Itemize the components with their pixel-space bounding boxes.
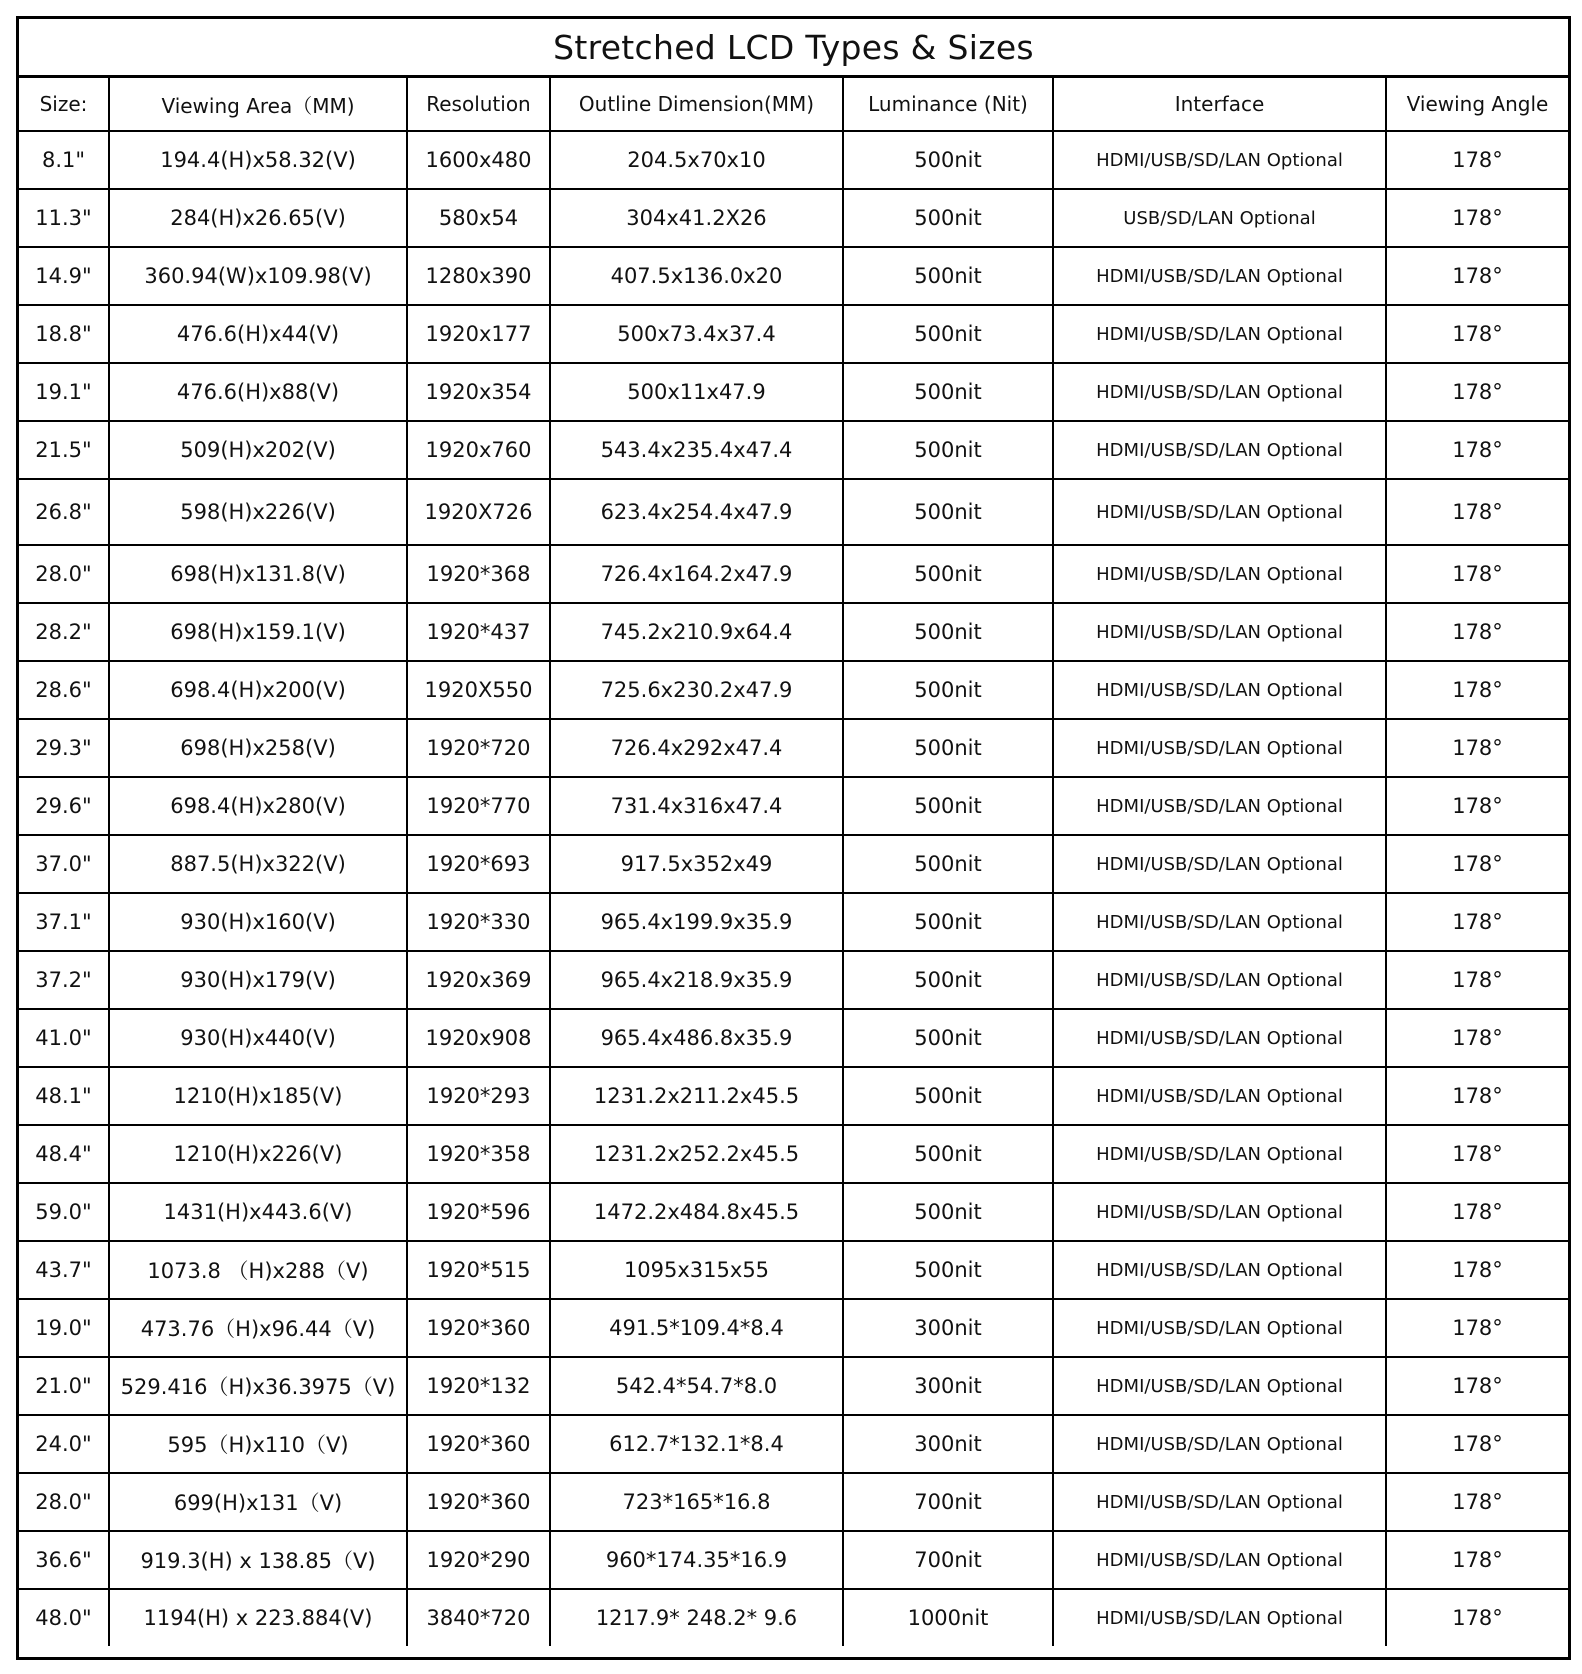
viewing-angle-cell: 178°	[1386, 1241, 1568, 1299]
outline-dimension-cell: 543.4x235.4x47.4	[550, 421, 843, 479]
table-row	[19, 189, 1568, 247]
size-cell: 48.0"	[19, 1589, 109, 1646]
viewing-area-cell: 194.4(H)x58.32(V)	[109, 131, 407, 189]
resolution-cell: 1600x480	[407, 131, 550, 189]
interface-cell: HDMI/USB/SD/LAN Optional	[1053, 835, 1386, 893]
spec-table	[19, 78, 1568, 1646]
outline-dimension-cell: 491.5*109.4*8.4	[550, 1299, 843, 1357]
resolution-cell: 1920x908	[407, 1009, 550, 1067]
size-cell: 28.0"	[19, 545, 109, 603]
luminance-cell: 500nit	[843, 1009, 1053, 1067]
table-row	[19, 719, 1568, 777]
table-row	[19, 777, 1568, 835]
luminance-cell: 300nit	[843, 1299, 1053, 1357]
viewing-angle-cell: 178°	[1386, 247, 1568, 305]
table-row	[19, 951, 1568, 1009]
size-cell: 26.8"	[19, 479, 109, 545]
viewing-area-cell: 1210(H)x226(V)	[109, 1125, 407, 1183]
resolution-cell: 1920*596	[407, 1183, 550, 1241]
header-row	[19, 78, 1568, 131]
outline-dimension-cell: 960*174.35*16.9	[550, 1531, 843, 1589]
size-cell: 43.7"	[19, 1241, 109, 1299]
interface-cell: HDMI/USB/SD/LAN Optional	[1053, 1125, 1386, 1183]
table-row	[19, 1183, 1568, 1241]
viewing-area-cell: 595（H)x110（V)	[109, 1415, 407, 1473]
resolution-cell: 1920*330	[407, 893, 550, 951]
luminance-cell: 500nit	[843, 189, 1053, 247]
viewing-area-cell: 887.5(H)x322(V)	[109, 835, 407, 893]
viewing-angle-cell: 178°	[1386, 719, 1568, 777]
outline-dimension-cell: 723*165*16.8	[550, 1473, 843, 1531]
viewing-angle-cell: 178°	[1386, 421, 1568, 479]
viewing-angle-cell: 178°	[1386, 1589, 1568, 1646]
luminance-cell: 500nit	[843, 835, 1053, 893]
viewing-area-cell: 476.6(H)x88(V)	[109, 363, 407, 421]
luminance-cell: 500nit	[843, 247, 1053, 305]
viewing-area-cell: 698(H)x131.8(V)	[109, 545, 407, 603]
viewing-area-cell: 698(H)x159.1(V)	[109, 603, 407, 661]
interface-cell: HDMI/USB/SD/LAN Optional	[1053, 1473, 1386, 1531]
viewing-area-cell: 473.76（H)x96.44（V)	[109, 1299, 407, 1357]
interface-cell: HDMI/USB/SD/LAN Optional	[1053, 1009, 1386, 1067]
interface-cell: USB/SD/LAN Optional	[1053, 189, 1386, 247]
luminance-cell: 1000nit	[843, 1589, 1053, 1646]
outline-dimension-cell: 612.7*132.1*8.4	[550, 1415, 843, 1473]
viewing-angle-cell: 178°	[1386, 1473, 1568, 1531]
table-row	[19, 1009, 1568, 1067]
interface-cell: HDMI/USB/SD/LAN Optional	[1053, 421, 1386, 479]
size-cell: 59.0"	[19, 1183, 109, 1241]
interface-cell: HDMI/USB/SD/LAN Optional	[1053, 247, 1386, 305]
spec-sheet	[16, 16, 1571, 1660]
table-row	[19, 247, 1568, 305]
resolution-cell: 1920*132	[407, 1357, 550, 1415]
resolution-cell: 1920*360	[407, 1415, 550, 1473]
resolution-cell: 1920X726	[407, 479, 550, 545]
size-cell: 48.1"	[19, 1067, 109, 1125]
size-cell: 28.2"	[19, 603, 109, 661]
viewing-angle-cell: 178°	[1386, 835, 1568, 893]
resolution-cell: 1920*720	[407, 719, 550, 777]
viewing-angle-cell: 178°	[1386, 1299, 1568, 1357]
luminance-cell: 500nit	[843, 479, 1053, 545]
outline-dimension-cell: 726.4x292x47.4	[550, 719, 843, 777]
outline-dimension-cell: 965.4x486.8x35.9	[550, 1009, 843, 1067]
outline-dimension-cell: 965.4x199.9x35.9	[550, 893, 843, 951]
viewing-area-cell: 529.416（H)x36.3975（V)	[109, 1357, 407, 1415]
luminance-cell: 700nit	[843, 1531, 1053, 1589]
luminance-cell: 500nit	[843, 305, 1053, 363]
header-resolution: Resolution	[407, 78, 550, 131]
outline-dimension-cell: 965.4x218.9x35.9	[550, 951, 843, 1009]
outline-dimension-cell: 1095x315x55	[550, 1241, 843, 1299]
size-cell: 11.3"	[19, 189, 109, 247]
luminance-cell: 500nit	[843, 951, 1053, 1009]
outline-dimension-cell: 542.4*54.7*8.0	[550, 1357, 843, 1415]
table-title: Stretched LCD Types & Sizes	[19, 19, 1568, 78]
viewing-area-cell: 698(H)x258(V)	[109, 719, 407, 777]
size-cell: 14.9"	[19, 247, 109, 305]
table-row	[19, 1241, 1568, 1299]
outline-dimension-cell: 623.4x254.4x47.9	[550, 479, 843, 545]
resolution-cell: 1920*770	[407, 777, 550, 835]
viewing-area-cell: 698.4(H)x280(V)	[109, 777, 407, 835]
resolution-cell: 1920*693	[407, 835, 550, 893]
size-cell: 19.0"	[19, 1299, 109, 1357]
table-row	[19, 1415, 1568, 1473]
size-cell: 28.0"	[19, 1473, 109, 1531]
viewing-angle-cell: 178°	[1386, 603, 1568, 661]
interface-cell: HDMI/USB/SD/LAN Optional	[1053, 545, 1386, 603]
header-viewing-area: Viewing Area（MM)	[109, 78, 407, 131]
luminance-cell: 500nit	[843, 1067, 1053, 1125]
interface-cell: HDMI/USB/SD/LAN Optional	[1053, 131, 1386, 189]
viewing-angle-cell: 178°	[1386, 1009, 1568, 1067]
interface-cell: HDMI/USB/SD/LAN Optional	[1053, 603, 1386, 661]
size-cell: 21.0"	[19, 1357, 109, 1415]
resolution-cell: 1920*360	[407, 1473, 550, 1531]
viewing-angle-cell: 178°	[1386, 131, 1568, 189]
interface-cell: HDMI/USB/SD/LAN Optional	[1053, 1299, 1386, 1357]
size-cell: 29.3"	[19, 719, 109, 777]
outline-dimension-cell: 1472.2x484.8x45.5	[550, 1183, 843, 1241]
viewing-angle-cell: 178°	[1386, 1067, 1568, 1125]
viewing-angle-cell: 178°	[1386, 305, 1568, 363]
resolution-cell: 1920*293	[407, 1067, 550, 1125]
table-row	[19, 661, 1568, 719]
table-row	[19, 479, 1568, 545]
size-cell: 8.1"	[19, 131, 109, 189]
table-row	[19, 1299, 1568, 1357]
viewing-area-cell: 1073.8 （H)x288（V)	[109, 1241, 407, 1299]
outline-dimension-cell: 500x73.4x37.4	[550, 305, 843, 363]
interface-cell: HDMI/USB/SD/LAN Optional	[1053, 1531, 1386, 1589]
viewing-area-cell: 1431(H)x443.6(V)	[109, 1183, 407, 1241]
viewing-angle-cell: 178°	[1386, 661, 1568, 719]
resolution-cell: 1920x177	[407, 305, 550, 363]
luminance-cell: 500nit	[843, 545, 1053, 603]
outline-dimension-cell: 407.5x136.0x20	[550, 247, 843, 305]
viewing-area-cell: 699(H)x131（V)	[109, 1473, 407, 1531]
size-cell: 37.0"	[19, 835, 109, 893]
outline-dimension-cell: 917.5x352x49	[550, 835, 843, 893]
table-row	[19, 131, 1568, 189]
viewing-angle-cell: 178°	[1386, 1415, 1568, 1473]
interface-cell: HDMI/USB/SD/LAN Optional	[1053, 1589, 1386, 1646]
viewing-area-cell: 698.4(H)x200(V)	[109, 661, 407, 719]
resolution-cell: 1280x390	[407, 247, 550, 305]
luminance-cell: 300nit	[843, 1415, 1053, 1473]
size-cell: 18.8"	[19, 305, 109, 363]
table-row	[19, 545, 1568, 603]
resolution-cell: 1920x760	[407, 421, 550, 479]
interface-cell: HDMI/USB/SD/LAN Optional	[1053, 951, 1386, 1009]
resolution-cell: 1920*360	[407, 1299, 550, 1357]
interface-cell: HDMI/USB/SD/LAN Optional	[1053, 1067, 1386, 1125]
size-cell: 37.2"	[19, 951, 109, 1009]
outline-dimension-cell: 731.4x316x47.4	[550, 777, 843, 835]
size-cell: 48.4"	[19, 1125, 109, 1183]
viewing-angle-cell: 178°	[1386, 545, 1568, 603]
luminance-cell: 500nit	[843, 719, 1053, 777]
luminance-cell: 500nit	[843, 603, 1053, 661]
resolution-cell: 3840*720	[407, 1589, 550, 1646]
interface-cell: HDMI/USB/SD/LAN Optional	[1053, 1183, 1386, 1241]
viewing-area-cell: 284(H)x26.65(V)	[109, 189, 407, 247]
resolution-cell: 1920*515	[407, 1241, 550, 1299]
luminance-cell: 500nit	[843, 1241, 1053, 1299]
interface-cell: HDMI/USB/SD/LAN Optional	[1053, 719, 1386, 777]
header-outline-dimension: Outline Dimension(MM)	[550, 78, 843, 131]
resolution-cell: 1920*358	[407, 1125, 550, 1183]
viewing-angle-cell: 178°	[1386, 363, 1568, 421]
outline-dimension-cell: 1217.9* 248.2* 9.6	[550, 1589, 843, 1646]
table-row	[19, 893, 1568, 951]
resolution-cell: 1920*290	[407, 1531, 550, 1589]
interface-cell: HDMI/USB/SD/LAN Optional	[1053, 777, 1386, 835]
luminance-cell: 700nit	[843, 1473, 1053, 1531]
luminance-cell: 500nit	[843, 893, 1053, 951]
resolution-cell: 1920x354	[407, 363, 550, 421]
table-row	[19, 421, 1568, 479]
resolution-cell: 1920*368	[407, 545, 550, 603]
outline-dimension-cell: 500x11x47.9	[550, 363, 843, 421]
interface-cell: HDMI/USB/SD/LAN Optional	[1053, 1241, 1386, 1299]
size-cell: 36.6"	[19, 1531, 109, 1589]
luminance-cell: 500nit	[843, 661, 1053, 719]
size-cell: 28.6"	[19, 661, 109, 719]
viewing-angle-cell: 178°	[1386, 893, 1568, 951]
outline-dimension-cell: 726.4x164.2x47.9	[550, 545, 843, 603]
viewing-area-cell: 476.6(H)x44(V)	[109, 305, 407, 363]
header-size: Size:	[19, 78, 109, 131]
viewing-area-cell: 930(H)x440(V)	[109, 1009, 407, 1067]
interface-cell: HDMI/USB/SD/LAN Optional	[1053, 479, 1386, 545]
interface-cell: HDMI/USB/SD/LAN Optional	[1053, 1415, 1386, 1473]
viewing-area-cell: 1194(H) x 223.884(V)	[109, 1589, 407, 1646]
interface-cell: HDMI/USB/SD/LAN Optional	[1053, 893, 1386, 951]
size-cell: 24.0"	[19, 1415, 109, 1473]
resolution-cell: 1920X550	[407, 661, 550, 719]
interface-cell: HDMI/USB/SD/LAN Optional	[1053, 305, 1386, 363]
luminance-cell: 500nit	[843, 363, 1053, 421]
interface-cell: HDMI/USB/SD/LAN Optional	[1053, 661, 1386, 719]
viewing-angle-cell: 178°	[1386, 479, 1568, 545]
table-row	[19, 1531, 1568, 1589]
size-cell: 29.6"	[19, 777, 109, 835]
resolution-cell: 580x54	[407, 189, 550, 247]
size-cell: 19.1"	[19, 363, 109, 421]
viewing-area-cell: 360.94(W)x109.98(V)	[109, 247, 407, 305]
outline-dimension-cell: 725.6x230.2x47.9	[550, 661, 843, 719]
viewing-angle-cell: 178°	[1386, 1357, 1568, 1415]
table-body	[19, 131, 1568, 1646]
viewing-area-cell: 1210(H)x185(V)	[109, 1067, 407, 1125]
luminance-cell: 500nit	[843, 1125, 1053, 1183]
viewing-area-cell: 598(H)x226(V)	[109, 479, 407, 545]
size-cell: 41.0"	[19, 1009, 109, 1067]
outline-dimension-cell: 1231.2x211.2x45.5	[550, 1067, 843, 1125]
luminance-cell: 500nit	[843, 131, 1053, 189]
outline-dimension-cell: 745.2x210.9x64.4	[550, 603, 843, 661]
outline-dimension-cell: 1231.2x252.2x45.5	[550, 1125, 843, 1183]
viewing-area-cell: 509(H)x202(V)	[109, 421, 407, 479]
table-row	[19, 1473, 1568, 1531]
viewing-angle-cell: 178°	[1386, 1183, 1568, 1241]
table-row	[19, 363, 1568, 421]
outline-dimension-cell: 304x41.2X26	[550, 189, 843, 247]
viewing-area-cell: 930(H)x179(V)	[109, 951, 407, 1009]
size-cell: 21.5"	[19, 421, 109, 479]
viewing-area-cell: 919.3(H) x 138.85（V)	[109, 1531, 407, 1589]
table-row	[19, 305, 1568, 363]
header-luminance: Luminance (Nit)	[843, 78, 1053, 131]
outline-dimension-cell: 204.5x70x10	[550, 131, 843, 189]
viewing-angle-cell: 178°	[1386, 777, 1568, 835]
table-row	[19, 835, 1568, 893]
viewing-angle-cell: 178°	[1386, 189, 1568, 247]
table-row	[19, 1589, 1568, 1646]
table-row	[19, 1067, 1568, 1125]
luminance-cell: 500nit	[843, 1183, 1053, 1241]
header-viewing-angle: Viewing Angle	[1386, 78, 1568, 131]
viewing-angle-cell: 178°	[1386, 1531, 1568, 1589]
table-row	[19, 1357, 1568, 1415]
header-interface: Interface	[1053, 78, 1386, 131]
size-cell: 37.1"	[19, 893, 109, 951]
viewing-angle-cell: 178°	[1386, 951, 1568, 1009]
viewing-angle-cell: 178°	[1386, 1125, 1568, 1183]
interface-cell: HDMI/USB/SD/LAN Optional	[1053, 1357, 1386, 1415]
resolution-cell: 1920*437	[407, 603, 550, 661]
luminance-cell: 500nit	[843, 777, 1053, 835]
table-row	[19, 603, 1568, 661]
viewing-area-cell: 930(H)x160(V)	[109, 893, 407, 951]
interface-cell: HDMI/USB/SD/LAN Optional	[1053, 363, 1386, 421]
table-row	[19, 1125, 1568, 1183]
luminance-cell: 500nit	[843, 421, 1053, 479]
resolution-cell: 1920x369	[407, 951, 550, 1009]
luminance-cell: 300nit	[843, 1357, 1053, 1415]
